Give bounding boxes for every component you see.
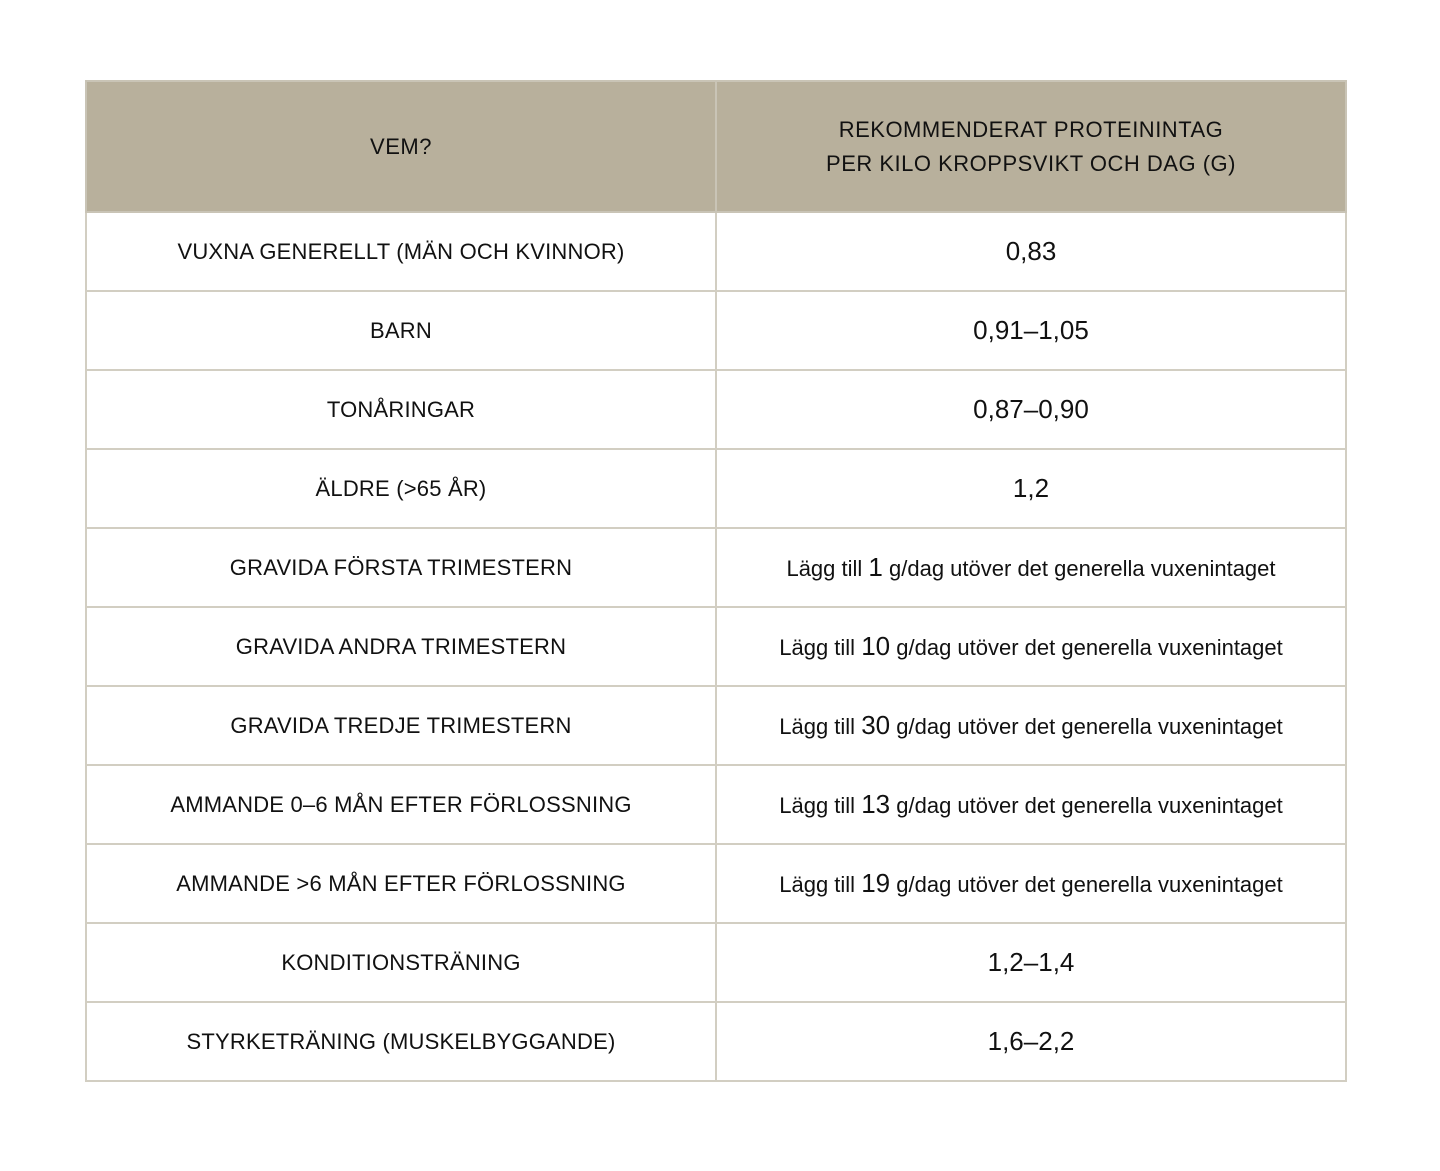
row-intake-addition <box>716 607 1346 686</box>
addition-prefix: Lägg till <box>779 714 856 739</box>
header-who <box>86 81 716 212</box>
addition-number: 13 <box>861 789 891 819</box>
row-who: AMMANDE 0–6 MÅN EFTER FÖRLOSSNING <box>86 765 716 844</box>
row-intake-addition <box>716 844 1346 923</box>
row-intake-addition <box>716 528 1346 607</box>
table-row <box>86 1002 1346 1081</box>
row-intake-addition <box>716 686 1346 765</box>
row-who: TONÅRINGAR <box>86 370 716 449</box>
row-who: GRAVIDA ANDRA TRIMESTERN <box>86 607 716 686</box>
addition-prefix: Lägg till <box>786 556 863 581</box>
protein-intake-table <box>85 80 1347 1082</box>
table-row <box>86 923 1346 1002</box>
row-intake-value: 1,2–1,4 <box>716 923 1346 1002</box>
row-who: VUXNA GENERELLT (MÄN OCH KVINNOR) <box>86 212 716 291</box>
addition-suffix: g/dag utöver det generella vuxenintaget <box>896 635 1283 660</box>
table-row <box>86 686 1346 765</box>
row-who: GRAVIDA TREDJE TRIMESTERN <box>86 686 716 765</box>
table-row <box>86 607 1346 686</box>
row-who: STYRKETRÄNING (MUSKELBYGGANDE) <box>86 1002 716 1081</box>
table-row <box>86 370 1346 449</box>
row-intake-value: 0,83 <box>716 212 1346 291</box>
table-row <box>86 291 1346 370</box>
row-intake-value: 0,87–0,90 <box>716 370 1346 449</box>
addition-number: 19 <box>861 868 891 898</box>
table-header-row <box>86 81 1346 212</box>
addition-prefix: Lägg till <box>779 635 856 660</box>
addition-number: 30 <box>861 710 891 740</box>
row-who: BARN <box>86 291 716 370</box>
row-who: KONDITIONSTRÄNING <box>86 923 716 1002</box>
row-who: ÄLDRE (>65 ÅR) <box>86 449 716 528</box>
row-intake-value: 0,91–1,05 <box>716 291 1346 370</box>
addition-suffix: g/dag utöver det generella vuxenintaget <box>896 872 1283 897</box>
addition-suffix: g/dag utöver det generella vuxenintaget <box>896 793 1283 818</box>
row-intake-value: 1,2 <box>716 449 1346 528</box>
header-intake-line1: REKOMMENDERAT PROTEININTAG <box>838 116 1224 142</box>
addition-suffix: g/dag utöver det generella vuxenintaget <box>896 714 1283 739</box>
header-intake-line2: PER KILO KROPPSVIKT OCH DAG (G) <box>826 150 1236 176</box>
header-recommended-intake <box>716 81 1346 212</box>
table-row <box>86 528 1346 607</box>
row-intake-value: 1,6–2,2 <box>716 1002 1346 1081</box>
table-row <box>86 212 1346 291</box>
addition-prefix: Lägg till <box>779 872 856 897</box>
addition-number: 1 <box>868 552 883 582</box>
addition-prefix: Lägg till <box>779 793 856 818</box>
header-who-label: VEM? <box>370 133 432 159</box>
addition-suffix: g/dag utöver det generella vuxenintaget <box>889 556 1276 581</box>
table-row <box>86 449 1346 528</box>
table-row <box>86 844 1346 923</box>
row-who: AMMANDE >6 MÅN EFTER FÖRLOSSNING <box>86 844 716 923</box>
row-who: GRAVIDA FÖRSTA TRIMESTERN <box>86 528 716 607</box>
table-row <box>86 765 1346 844</box>
row-intake-addition <box>716 765 1346 844</box>
addition-number: 10 <box>861 631 891 661</box>
